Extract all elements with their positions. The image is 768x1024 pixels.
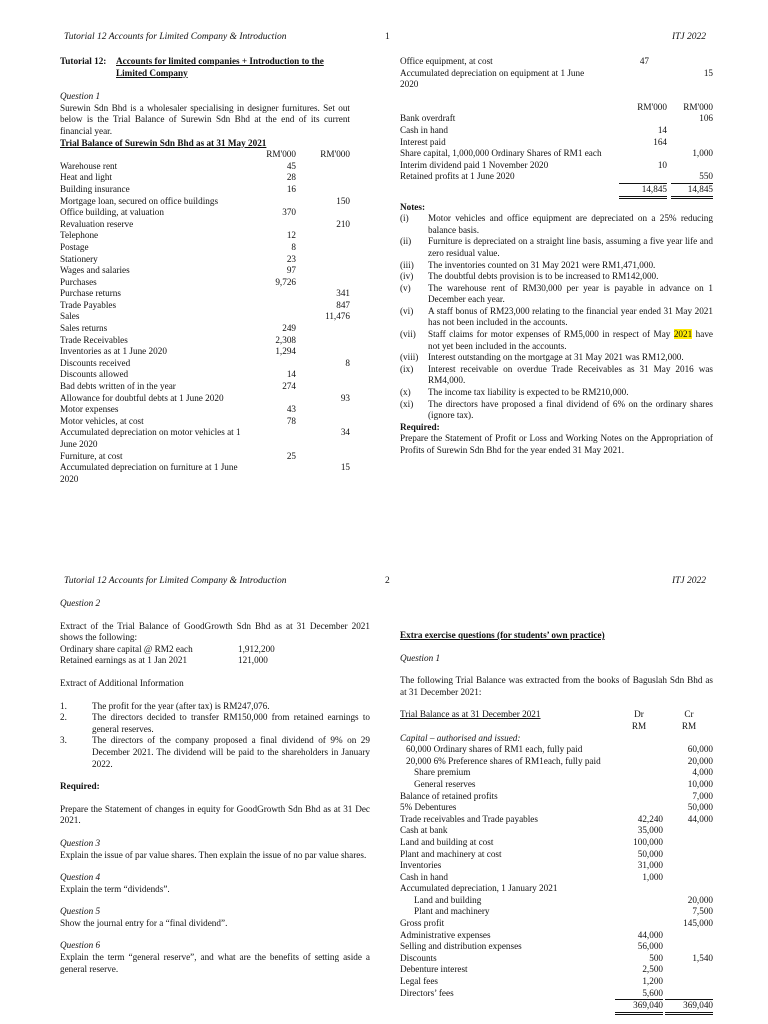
row-label: Furniture, at cost — [60, 450, 123, 461]
table-row — [400, 56, 713, 68]
debit-value: 50,000 — [637, 848, 663, 859]
required-heading: Required: — [60, 781, 100, 792]
debit-value: 10 — [657, 159, 667, 170]
page-2-left-column — [60, 598, 370, 975]
credit-value: 20,000 — [687, 894, 713, 905]
row-label: Trade receivables and Trade payables — [400, 813, 538, 824]
table-row — [400, 137, 713, 149]
debit-value: 8 — [291, 241, 296, 252]
table-continuation — [400, 113, 713, 183]
row-label: Office equipment, at cost — [400, 56, 493, 66]
row-label: Balance of retained profits — [400, 790, 498, 801]
required-text: Prepare the Statement of changes in equity for GoodGrowth Sdn Bhd as at 31 Dec 2021. — [60, 803, 370, 826]
note-number: (ii) — [400, 236, 412, 247]
page-1-right-column — [400, 56, 713, 457]
list-text: The directors decided to transfer RM150,000 from retained earnings to general reserves. — [92, 712, 370, 734]
tutorial-heading — [60, 56, 350, 79]
header-code: ITJ 2022 — [671, 32, 706, 42]
question-heading: Question 2 — [60, 598, 101, 608]
note-item — [400, 306, 713, 329]
credit-value: 50,000 — [687, 802, 713, 813]
question-text: Show the journal entry for a “final dividend”. — [60, 917, 228, 928]
row-label: Selling and distribution expenses — [400, 941, 522, 952]
table-row — [60, 369, 350, 381]
page-number: 2 — [385, 576, 390, 586]
table-row — [60, 346, 350, 358]
credit-value: 20,000 — [687, 755, 713, 766]
additional-info-list — [60, 701, 370, 771]
table-row — [60, 219, 350, 231]
table-row — [400, 849, 713, 861]
row-label: Building insurance — [60, 183, 130, 194]
question-heading: Question 3 — [60, 837, 101, 848]
credit-value: 1,540 — [692, 952, 713, 963]
total-debit: 14,845 — [619, 183, 667, 199]
table-row — [400, 953, 713, 965]
credit-value: 7,000 — [692, 790, 713, 801]
extract-label: Ordinary share capital @ RM2 each — [60, 643, 193, 654]
row-label: Accumulated depreciation on motor vehicles at 1 June 2020 — [60, 427, 241, 449]
table-row — [60, 242, 350, 254]
debit-value: 1,294 — [275, 346, 296, 357]
note-text: The warehouse rent of RM30,000 per year is payable in advance on 1 December each year. — [428, 282, 713, 305]
note-item — [400, 364, 713, 387]
row-label: Trade Payables — [60, 299, 117, 310]
debit-value: 370 — [282, 207, 296, 218]
row-label: Legal fees — [400, 976, 439, 987]
tutorial-label: Tutorial 12: — [60, 56, 107, 66]
debit-value: 42,240 — [637, 813, 663, 824]
debit-value: 14 — [286, 369, 296, 380]
list-item — [60, 712, 370, 735]
row-label: Discounts — [400, 952, 437, 963]
list-number: 3. — [60, 735, 67, 746]
row-label: Purchase returns — [60, 288, 121, 299]
row-label: Discounts received — [60, 357, 131, 368]
row-label: Bank overdraft — [400, 113, 456, 124]
table-continuation — [400, 56, 713, 91]
table-row — [60, 381, 350, 393]
note-item — [400, 213, 713, 236]
column-header: RM'000 — [320, 149, 350, 160]
column-header: RM'000 — [266, 149, 296, 160]
table-row — [400, 930, 713, 942]
list-number: 2. — [60, 712, 67, 723]
row-label: Cash in hand — [400, 124, 448, 135]
header-title: Tutorial 12 Accounts for Limited Company & Introduction — [64, 576, 287, 586]
debit-value: 16 — [286, 183, 296, 194]
table-row — [400, 791, 713, 803]
question-heading: Question 6 — [60, 940, 101, 951]
table-row — [400, 918, 713, 930]
debit-value: 56,000 — [637, 941, 663, 952]
table-row — [60, 288, 350, 300]
table-row — [400, 883, 713, 895]
credit-value: 145,000 — [683, 918, 713, 929]
extract-value: 1,912,200 — [238, 643, 275, 654]
table-row — [400, 113, 713, 125]
row-label: Mortgage loan, secured on office buildings — [60, 195, 219, 206]
debit-value: 164 — [653, 136, 667, 147]
row-label: Accumulated depreciation on equipment at 1 June 2020 — [400, 67, 585, 90]
credit-value: 150 — [336, 195, 350, 206]
required-text: Prepare the Statement of Profit or Loss and Working Notes on the Appropriation of Profits of Surewin Sdn Bhd for the year ended 31 May 2021. — [400, 433, 713, 455]
page-header — [60, 576, 708, 590]
total-credit: 14,845 — [671, 183, 713, 199]
note-text: The directors have proposed a final dividend of 6% on the ordinary shares (ignore tax). — [428, 398, 713, 421]
table-row — [400, 779, 713, 791]
table-header — [60, 149, 350, 161]
row-label: Cash in hand — [400, 871, 448, 882]
debit-value: 47 — [639, 56, 649, 66]
row-label: Accumulated depreciation, 1 January 2021 — [400, 883, 558, 894]
table-row — [60, 393, 350, 405]
list-item — [60, 735, 370, 770]
debit-value: 2,500 — [642, 964, 663, 975]
unit-label: RM — [631, 720, 647, 731]
note-item — [400, 399, 713, 422]
debit-value: 97 — [286, 265, 296, 276]
trial-balance-title: Trial Balance of Surewin Sdn Bhd as at 31 May 2021 — [60, 137, 267, 148]
row-label: Sales — [60, 311, 80, 322]
debit-value: 28 — [286, 172, 296, 183]
table-row — [400, 125, 713, 137]
table-row — [60, 161, 350, 173]
note-number: (v) — [400, 282, 411, 293]
debit-value: 2,308 — [275, 334, 296, 345]
note-item — [400, 352, 713, 364]
note-number: (viii) — [400, 352, 419, 363]
column-header: Cr — [684, 709, 694, 720]
note-item — [400, 387, 713, 399]
note-text: A staff bonus of RM23,000 relating to the financial year ended 31 May 2021 has not been included in the accounts. — [428, 305, 713, 328]
table-units — [400, 721, 713, 733]
debit-value: 9,726 — [275, 276, 296, 287]
credit-value: 10,000 — [687, 778, 713, 789]
table-row — [60, 404, 350, 416]
row-label: Accumulated depreciation on furniture at 1 June 2020 — [60, 462, 238, 484]
credit-value: 34 — [340, 427, 350, 438]
credit-value: 341 — [336, 288, 350, 299]
debit-value: 45 — [286, 160, 296, 171]
tutorial-title: Accounts for limited companies + Introduction to the Limited Company — [116, 56, 324, 78]
table-row — [400, 964, 713, 976]
row-label: Debenture interest — [400, 964, 468, 975]
row-label: Land and building at cost — [400, 836, 494, 847]
header-title: Tutorial 12 Accounts for Limited Company & Introduction — [64, 32, 287, 42]
credit-value: 106 — [699, 113, 713, 124]
row-label: Sales returns — [60, 323, 108, 334]
note-text: The income tax liability is expected to be RM210,000. — [428, 387, 629, 398]
note-item — [400, 260, 713, 272]
notes-list — [400, 213, 713, 422]
row-label: Warehouse rent — [60, 160, 118, 171]
debit-value: 500 — [649, 952, 663, 963]
row-label: Motor vehicles, at cost — [60, 415, 144, 426]
table-row — [60, 230, 350, 242]
table-row — [400, 872, 713, 884]
list-item — [60, 701, 370, 713]
table-row — [60, 196, 350, 208]
row-label: Land and building — [414, 894, 482, 905]
row-label: Interim dividend paid 1 November 2020 — [400, 159, 549, 170]
note-text-part: Staff claims for motor expenses of RM5,000 in respect of May — [428, 329, 674, 340]
table-row — [400, 941, 713, 953]
debit-value: 12 — [286, 230, 296, 241]
row-label: Allowance for doubtful debts at 1 June 2020 — [60, 392, 224, 403]
note-number: (vi) — [400, 305, 414, 316]
notes-heading: Notes: — [400, 201, 426, 212]
row-label: Administrative expenses — [400, 929, 491, 940]
debit-value: 249 — [282, 323, 296, 334]
note-number: (i) — [400, 213, 409, 224]
row-label: Share capital, 1,000,000 Ordinary Shares of RM1 each — [400, 148, 602, 159]
extract-item — [60, 655, 370, 667]
question-heading: Question 1 — [60, 91, 101, 102]
row-label: Share premium — [414, 767, 471, 778]
row-label: Revaluation reserve — [60, 218, 134, 229]
debit-value: 43 — [286, 404, 296, 415]
table-row — [60, 277, 350, 289]
row-label: Plant and machinery at cost — [400, 848, 502, 859]
row-label: Inventories as at 1 June 2020 — [60, 346, 167, 357]
page-header — [60, 32, 708, 46]
table-row — [400, 148, 713, 160]
note-number: (x) — [400, 387, 411, 398]
debit-value: 31,000 — [637, 860, 663, 871]
debit-value: 44,000 — [637, 929, 663, 940]
table-row — [60, 358, 350, 370]
table-body — [400, 744, 713, 999]
table-row — [60, 311, 350, 323]
row-label: 5% Debentures — [400, 802, 457, 813]
debit-value: 1,200 — [642, 976, 663, 987]
table-row — [400, 756, 713, 768]
question-intro: Surewin Sdn Bhd is a wholesaler specialising in designer furnitures. Set out below is the Trial Balance of Surewin Sdn Bhd at the end of its current financial year. — [60, 102, 350, 136]
unit-label: RM — [681, 720, 697, 731]
note-text: The doubtful debts provision is to be increased to RM142,000. — [428, 271, 659, 282]
table-row — [60, 462, 350, 485]
note-text: Motor vehicles and office equipment are depreciated on a 25% reducing balance basis. — [428, 213, 713, 235]
table-row — [60, 300, 350, 312]
page-2 — [0, 512, 768, 1024]
table-row — [400, 68, 713, 91]
table-row — [400, 171, 713, 183]
table-row — [400, 906, 713, 918]
row-label: Plant and machinery — [414, 906, 490, 917]
table-row — [400, 802, 713, 814]
table-row — [400, 988, 713, 1000]
question-intro: The following Trial Balance was extracted from the books of Baguslah Sdn Bhd as at 31 December 2021: — [400, 675, 713, 697]
note-item — [400, 271, 713, 283]
row-label: Bad debts written of in the year — [60, 381, 176, 392]
question-text: Explain the issue of par value shares. Then explain the issue of no par value shares. — [60, 849, 367, 860]
table-header — [400, 709, 713, 721]
column-header: RM'000 — [683, 101, 713, 112]
list-text: The directors of the company proposed a final dividend of 9% on 29 December 2021. The dividend will be paid to the shareholders in January 2022. — [92, 735, 370, 769]
row-label: Discounts allowed — [60, 369, 129, 380]
table-row — [60, 184, 350, 196]
extract-value: 121,000 — [238, 655, 268, 666]
row-label: Motor expenses — [60, 404, 119, 415]
credit-value: 1,000 — [692, 148, 713, 159]
debit-value: 100,000 — [633, 836, 663, 847]
table-title: Trial Balance as at 31 December 2021 — [400, 709, 541, 720]
row-label: Wages and salaries — [60, 265, 130, 276]
row-label: Stationery — [60, 253, 98, 264]
row-label: Interest paid — [400, 136, 446, 147]
table-row — [400, 837, 713, 849]
table-row — [60, 172, 350, 184]
table-total-row — [400, 999, 713, 1015]
highlighted-text: 2021 — [673, 329, 693, 340]
credit-value: 550 — [699, 171, 713, 182]
page-1-left-column — [60, 56, 350, 485]
table-row — [400, 895, 713, 907]
question-heading: Question 1 — [400, 652, 441, 663]
required-heading: Required: — [400, 421, 440, 432]
extra-trial-balance-table — [400, 709, 713, 1014]
table-row — [400, 860, 713, 872]
table-row — [60, 323, 350, 335]
column-header: RM'000 — [637, 101, 667, 112]
table-row — [400, 825, 713, 837]
table-row — [400, 160, 713, 172]
debit-value: 78 — [286, 415, 296, 426]
table-body — [60, 161, 350, 486]
table-row — [60, 254, 350, 266]
credit-value: 60,000 — [687, 744, 713, 755]
row-label: Trade Receivables — [60, 334, 128, 345]
row-label: General reserves — [414, 778, 476, 789]
q2-extract-items — [60, 644, 370, 667]
header-code: ITJ 2022 — [671, 576, 706, 586]
credit-value: 847 — [336, 299, 350, 310]
extra-exercise-heading: Extra exercise questions (for students’ own practice) — [400, 630, 605, 640]
note-number: (ix) — [400, 363, 414, 374]
row-label: Gross profit — [400, 918, 445, 929]
credit-value: 44,000 — [687, 813, 713, 824]
note-number: (xi) — [400, 398, 414, 409]
debit-value: 5,600 — [642, 987, 663, 998]
table-row — [60, 335, 350, 347]
credit-value: 15 — [340, 462, 350, 473]
question-heading: Question 5 — [60, 906, 101, 917]
debit-value: 14 — [657, 124, 667, 135]
debit-value: 25 — [286, 450, 296, 461]
question-text: Explain the term “dividends”. — [60, 883, 170, 894]
table-row — [400, 814, 713, 826]
credit-value: 11,476 — [325, 311, 350, 322]
trial-balance-table — [60, 149, 350, 485]
table-row — [400, 744, 713, 756]
credit-value: 7,500 — [692, 906, 713, 917]
capital-heading: Capital – authorised and issued: — [400, 732, 521, 743]
note-item — [400, 236, 713, 259]
debit-value: 274 — [282, 381, 296, 392]
row-label: Purchases — [60, 276, 97, 287]
total-debit: 369,040 — [615, 999, 663, 1015]
extract-item — [60, 644, 370, 656]
question-text: Explain the term “general reserve”, and what are the benefits of setting aside a general reserve. — [60, 952, 370, 974]
page-number: 1 — [385, 32, 390, 42]
table-row — [400, 767, 713, 779]
row-label: Retained profits at 1 June 2020 — [400, 171, 515, 182]
note-text: Furniture is depreciated on a straight line basis, assuming a five year life and zero residual value. — [428, 236, 713, 258]
note-item — [400, 329, 713, 352]
question-intro: Extract of the Trial Balance of GoodGrowth Sdn Bhd as at 31 December 2021 shows the following: — [60, 620, 370, 643]
note-item — [400, 283, 713, 306]
list-number: 1. — [60, 700, 67, 711]
note-text: Interest outstanding on the mortgage at 31 May 2021 was RM12,000. — [428, 352, 684, 363]
row-label: Telephone — [60, 230, 99, 241]
table-header — [400, 102, 713, 114]
page-2-right-column — [400, 630, 713, 1015]
table-row — [60, 416, 350, 428]
row-label: Cash at bank — [400, 825, 448, 836]
row-label: Heat and light — [60, 172, 113, 183]
note-text-part: have not yet been included in the accounts. — [428, 329, 714, 351]
note-text: Interest receivable on overdue Trade Receivables as 31 May 2016 was RM4,000. — [428, 363, 713, 386]
list-text: The profit for the year (after tax) is RM247,076. — [92, 700, 270, 711]
extract-label: Retained earnings as at 1 Jan 2021 — [60, 655, 188, 666]
column-header: Dr — [634, 709, 644, 720]
credit-value: 8 — [345, 357, 350, 368]
table-row — [60, 207, 350, 219]
note-number: (vii) — [400, 329, 416, 340]
credit-value: 15 — [703, 67, 713, 78]
note-text: The inventories counted on 31 May 2021 were RM1,471,000. — [428, 259, 656, 270]
table-row — [60, 265, 350, 277]
table-row — [60, 427, 350, 450]
row-label: 60,000 Ordinary shares of RM1 each, fully paid — [406, 744, 583, 755]
table-row — [400, 976, 713, 988]
credit-value: 4,000 — [692, 767, 713, 778]
row-label: 20,000 6% Preference shares of RM1each, fully paid — [406, 755, 601, 766]
row-label: Postage — [60, 241, 89, 252]
table-total-row — [400, 183, 713, 199]
debit-value: 1,000 — [642, 871, 663, 882]
table-row — [60, 451, 350, 463]
note-text — [428, 329, 713, 352]
debit-value: 23 — [286, 253, 296, 264]
credit-value: 93 — [340, 392, 350, 403]
row-label: Directors’ fees — [400, 987, 454, 998]
note-number: (iii) — [400, 259, 414, 270]
extract-heading: Extract of Additional Information — [60, 677, 184, 688]
note-number: (iv) — [400, 271, 414, 282]
total-credit: 369,040 — [665, 999, 713, 1015]
question-heading: Question 4 — [60, 872, 101, 883]
row-label: Inventories — [400, 860, 442, 871]
row-label: Office building, at valuation — [60, 207, 164, 218]
debit-value: 35,000 — [637, 825, 663, 836]
credit-value: 210 — [336, 218, 350, 229]
